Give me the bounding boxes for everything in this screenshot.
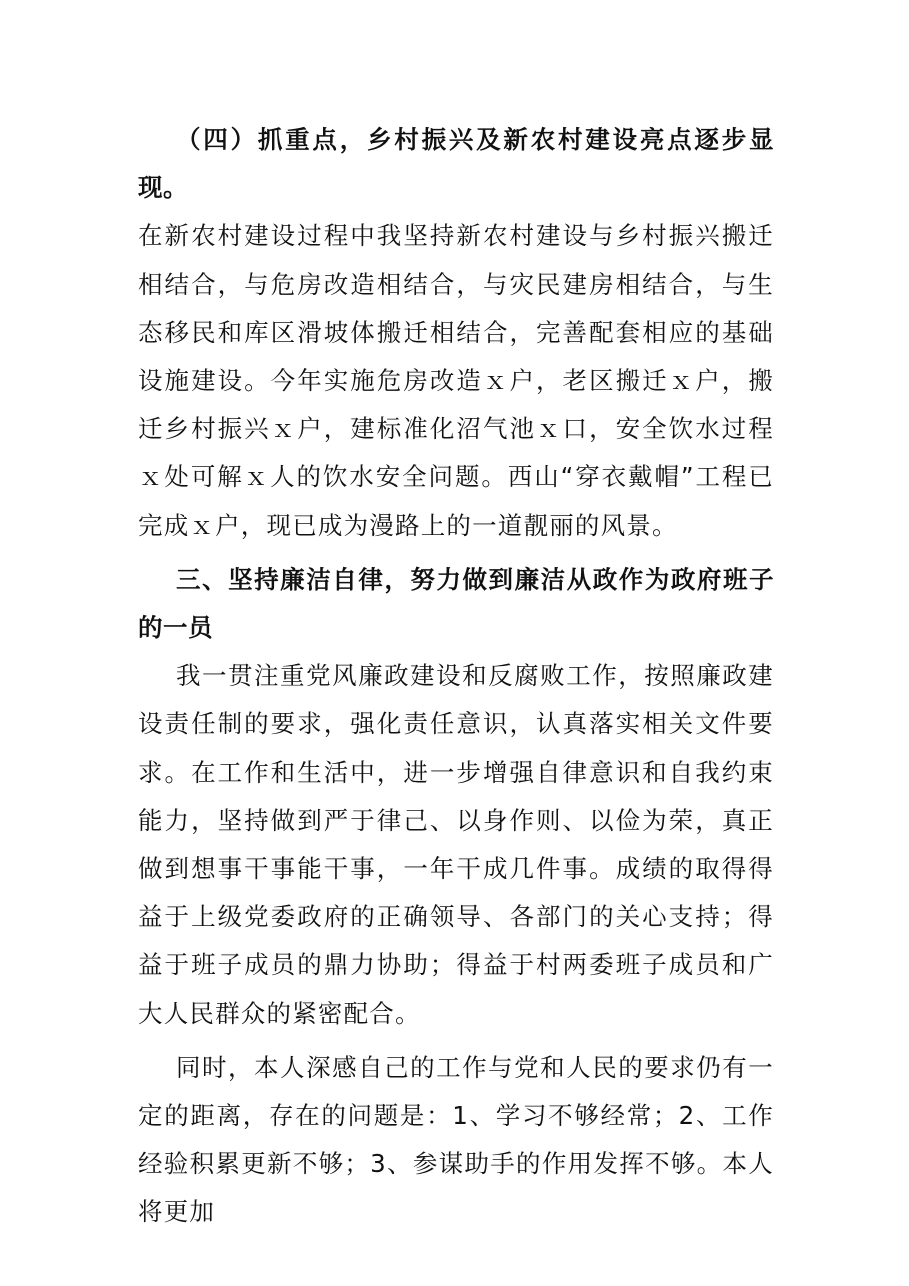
section3-paragraph: 我一贯注重党风廉政建设和反腐败工作，按照廉政建设责任制的要求，强化责任意识，认真落实相关文件要求。在工作和生活中，进一步增强自律意识和自我约束能力，坚持做到严于律己、以身作则、以俭为荣，真正做到想事干事能干事，一年干成几件事。成绩的取得得益于上级党委政府的正确领导、各部门的关心支持；得益于班子成员的鼎力协助；得益于村两委班子成员和广大人民群众的紧密配合。 [138, 661, 774, 1028]
document-page [138, 116, 774, 1237]
section4-heading: （四）抓重点，乡村振兴及新农村建设亮点逐步显现。 [138, 125, 774, 203]
section4-paragraph: 在新农村建设过程中我坚持新农村建设与乡村振兴搬迁相结合，与危房改造相结合，与灾民建房相结合，与生态移民和库区滑坡体搬迁相结合，完善配套相应的基础设施建设。今年实施危房改造ｘ户，老区搬迁ｘ户，搬迁乡村振兴ｘ户，建标准化沼气池ｘ口，安全饮水过程ｘ处可解ｘ人的饮水安全问题。西山“穿衣戴帽”工程已完成ｘ户，现已成为漫路上的一道靓丽的风景。 [138, 221, 774, 540]
section3-heading: 三、坚持廉洁自律，努力做到廉洁从政作为政府班子的一员 [138, 564, 774, 643]
closing-paragraph: 同时，本人深感自己的工作与党和人民的要求仍有一定的距离，存在的问题是：1、学习不够经常；2、工作经验积累更新不够；3、参谋助手的作用发挥不够。本人将更加 [138, 1052, 774, 1227]
